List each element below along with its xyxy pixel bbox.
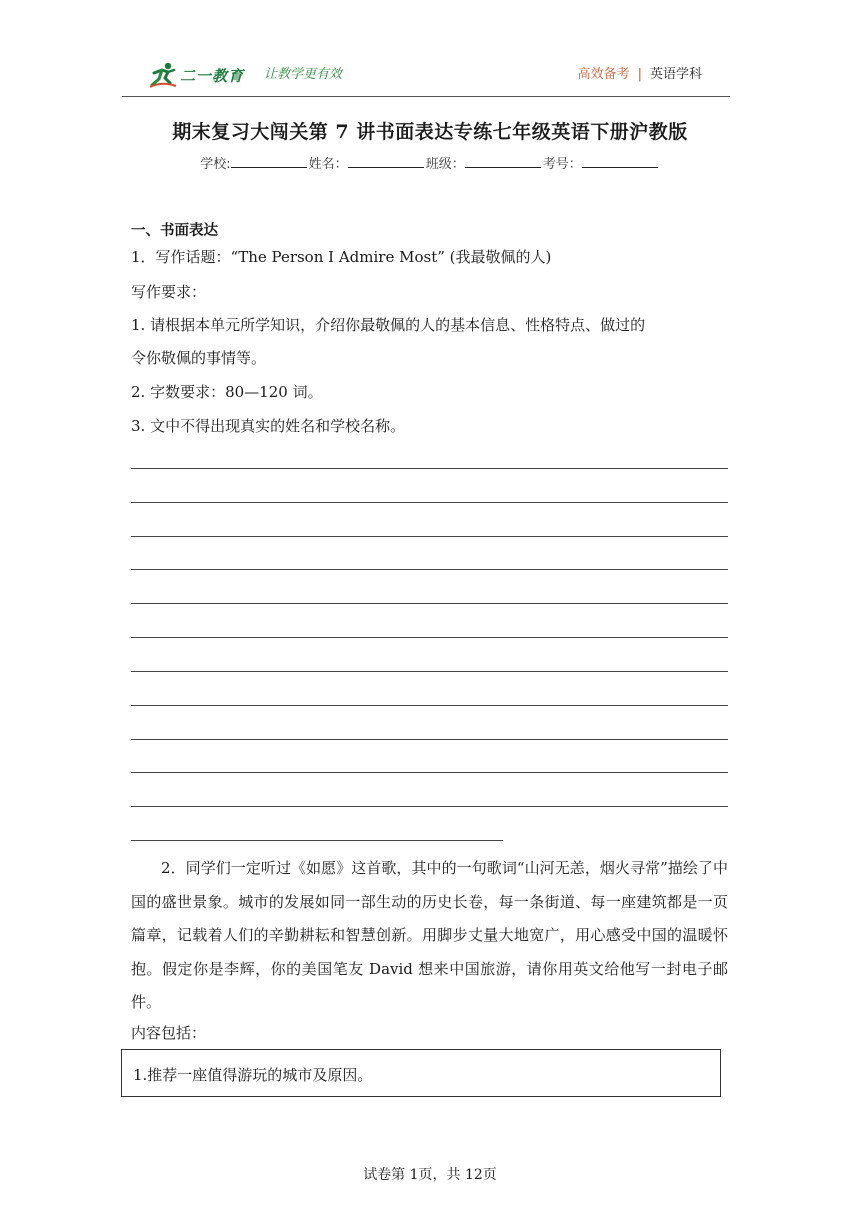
header-tag: 高效备考	[577, 67, 630, 82]
question-2-paragraph: 2．同学们一定听过《如愿》这首歌，其中的一句歌词“山河无恙，烟火寻常”描绘了中国的盛世景象。城市的发展如同一部生动的历史长卷，每一条街道、每一座建筑都是一页篇章，记载着人们的辛勤耕耘和智慧创新。用脚步丈量大地宽广，用心感受中国的温暖怀抱。假定你是李辉，你的美国笔友 David 想来中国旅游，请你用英文给他写一封电子邮件。	[131, 859, 728, 1011]
number-blank[interactable]	[582, 155, 658, 168]
requirement-3: 3. 文中不得出现真实的姓名和学校名称。	[131, 417, 406, 435]
requirement-1: 1. 请根据本单元所学知识，介绍你最敬佩的人的基本信息、性格特点、做过的	[131, 316, 646, 334]
writing-line[interactable]	[131, 739, 728, 740]
writing-line[interactable]	[131, 468, 728, 469]
page-title: 期末复习大闯关第 7 讲书面表达专练七年级英语下册沪教版	[172, 121, 688, 143]
slogan: 让教学更有效	[264, 67, 343, 82]
school-label: 学校:	[200, 157, 231, 172]
section-heading: 一、书面表达	[131, 223, 218, 239]
writing-line[interactable]	[131, 806, 728, 807]
logo	[148, 60, 244, 90]
header-subject	[578, 63, 702, 82]
content-box	[121, 1049, 721, 1097]
writing-line[interactable]	[131, 603, 728, 604]
school-blank[interactable]	[231, 155, 307, 168]
content-label: 内容包括：	[131, 1024, 207, 1042]
content-item-1: 1.推荐一座值得游玩的城市及原因。	[133, 1066, 373, 1084]
name-blank[interactable]	[348, 155, 424, 168]
writing-line[interactable]	[131, 840, 503, 841]
name-label: 姓名：	[308, 157, 348, 172]
logo-text: 二一教育	[180, 66, 245, 85]
writing-line[interactable]	[131, 671, 728, 672]
requirements-label: 写作要求：	[131, 283, 207, 301]
requirement-1-cont: 令你敬佩的事情等。	[131, 349, 267, 367]
writing-line[interactable]	[131, 705, 728, 706]
writing-line[interactable]	[131, 569, 728, 570]
writing-line[interactable]	[131, 536, 728, 537]
class-label: 班级：	[425, 157, 465, 172]
writing-line[interactable]	[131, 772, 728, 773]
requirement-2: 2. 字数要求：80—120 词。	[131, 383, 323, 401]
student-info	[0, 153, 860, 172]
page-footer: 试卷第 1页，共 12页	[363, 1167, 497, 1183]
writing-line[interactable]	[131, 637, 728, 638]
subject-label: 英语学科	[649, 67, 702, 82]
number-label: 考号：	[542, 157, 582, 172]
runner-logo-icon	[148, 61, 178, 89]
question-1: 1．写作话题：“The Person I Admire Most” (我最敬佩的人)	[131, 248, 552, 266]
page-header	[122, 52, 730, 97]
header-separator: |	[637, 67, 642, 82]
writing-line[interactable]	[131, 502, 728, 503]
class-blank[interactable]	[465, 155, 541, 168]
